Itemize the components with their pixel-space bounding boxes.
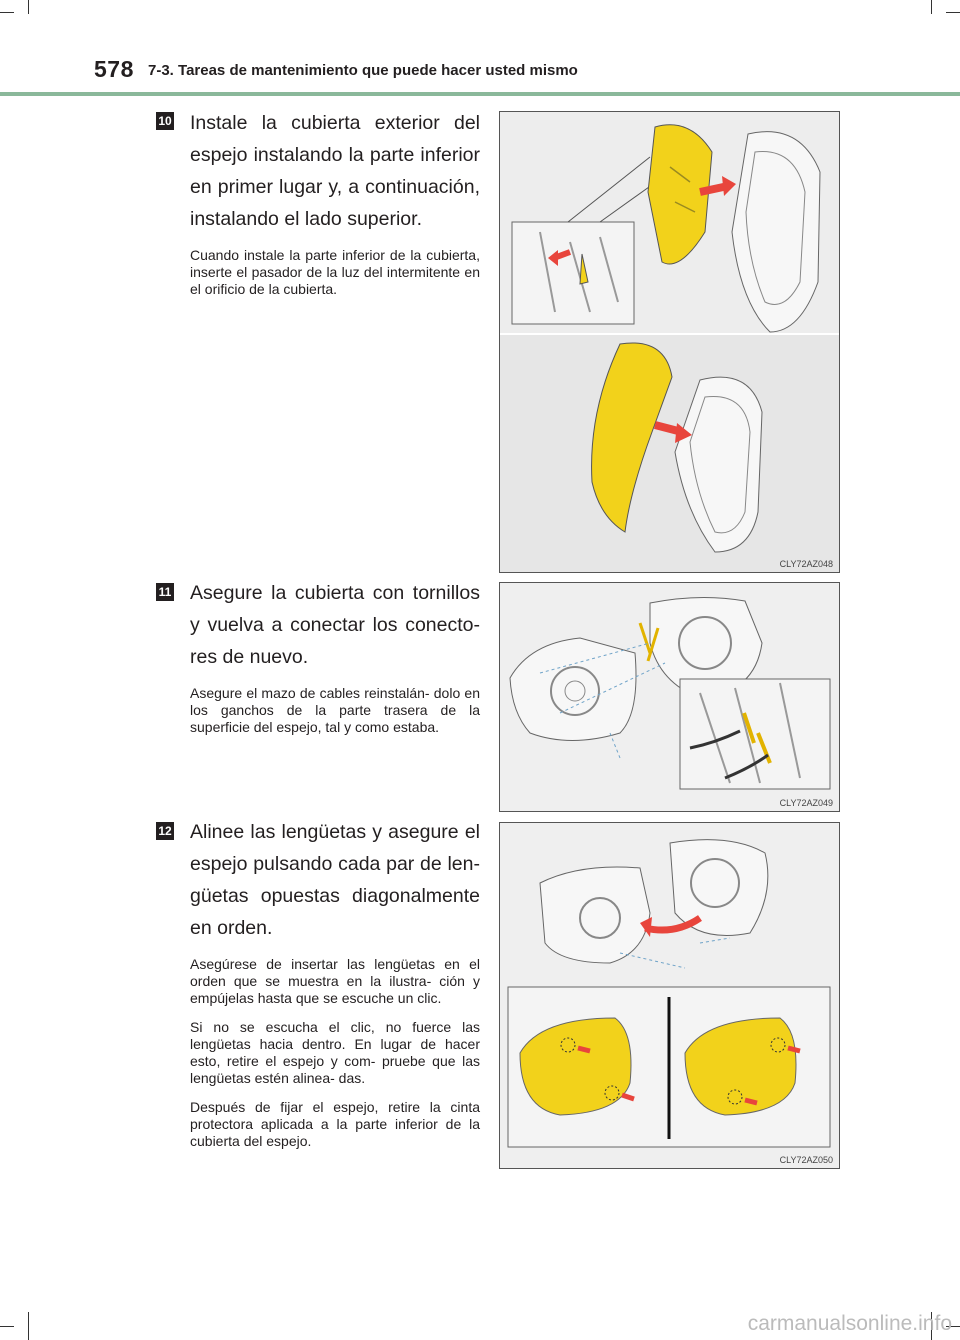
section-title: 7-3. Tareas de mantenimiento que puede hacer usted mismo (148, 62, 578, 79)
crop-mark (931, 0, 932, 14)
mirror-tabs-illustration (500, 823, 839, 1168)
figure-code: CLY72AZ049 (779, 798, 833, 808)
step-text (190, 816, 480, 1162)
mirror-cover-illustration (500, 112, 839, 572)
step-heading: Alinee las lengüetas y asegure el espejo pulsando cada par de len- güetas opuestas diagonalmente en orden. (190, 821, 480, 939)
step-heading: Asegure la cubierta con tornillos y vuelva a conectar los conecto- res de nuevo. (190, 582, 480, 668)
figure-mirror-cover (499, 111, 840, 573)
figure-code: CLY72AZ050 (779, 1155, 833, 1165)
crop-mark (0, 12, 14, 13)
step-text (190, 107, 480, 310)
step-note: Después de fijar el espejo, retire la cinta protectora aplicada a la parte inferior de la cubierta del espejo. (190, 1099, 480, 1149)
figure-code: CLY72AZ048 (779, 559, 833, 569)
crop-mark (946, 12, 960, 13)
crop-mark (28, 0, 29, 14)
step-note: Asegúrese de insertar las lengüetas en el orden que se muestra en la ilustra- ción y empújelas hasta que se escuche un clic. (190, 956, 480, 1006)
step-number-badge: 11 (156, 583, 174, 601)
step-number-badge: 12 (156, 822, 174, 840)
step-heading: Instale la cubierta exterior del espejo instalando la parte inferior en primer lugar y, a continuación, instalando el lado superior. (190, 112, 480, 230)
crop-mark (0, 1326, 14, 1327)
step-note: Si no se escucha el clic, no fuerce las lengüetas hacia dentro. En lugar de hacer esto, retire el espejo y com- pruebe que las lengüetas estén alinea- das. (190, 1019, 480, 1086)
step-number-badge: 10 (156, 112, 174, 130)
step-note: Asegure el mazo de cables reinstalán- dolo en los ganchos de la parte trasera de la superficie del espejo, tal y como estaba. (190, 685, 480, 735)
crop-mark (28, 1312, 29, 1340)
header-rule (0, 92, 960, 96)
footer-watermark: carmanualsonline.info (747, 1312, 952, 1335)
figure-mirror-tabs (499, 822, 840, 1169)
screws-connectors-illustration (500, 583, 839, 811)
step-text (190, 577, 480, 748)
step-note: Cuando instale la parte inferior de la cubierta, inserte el pasador de la luz del intermitente en el orificio de la cubierta. (190, 247, 480, 297)
figure-screws-connectors (499, 582, 840, 812)
page-number: 578 (94, 56, 134, 82)
